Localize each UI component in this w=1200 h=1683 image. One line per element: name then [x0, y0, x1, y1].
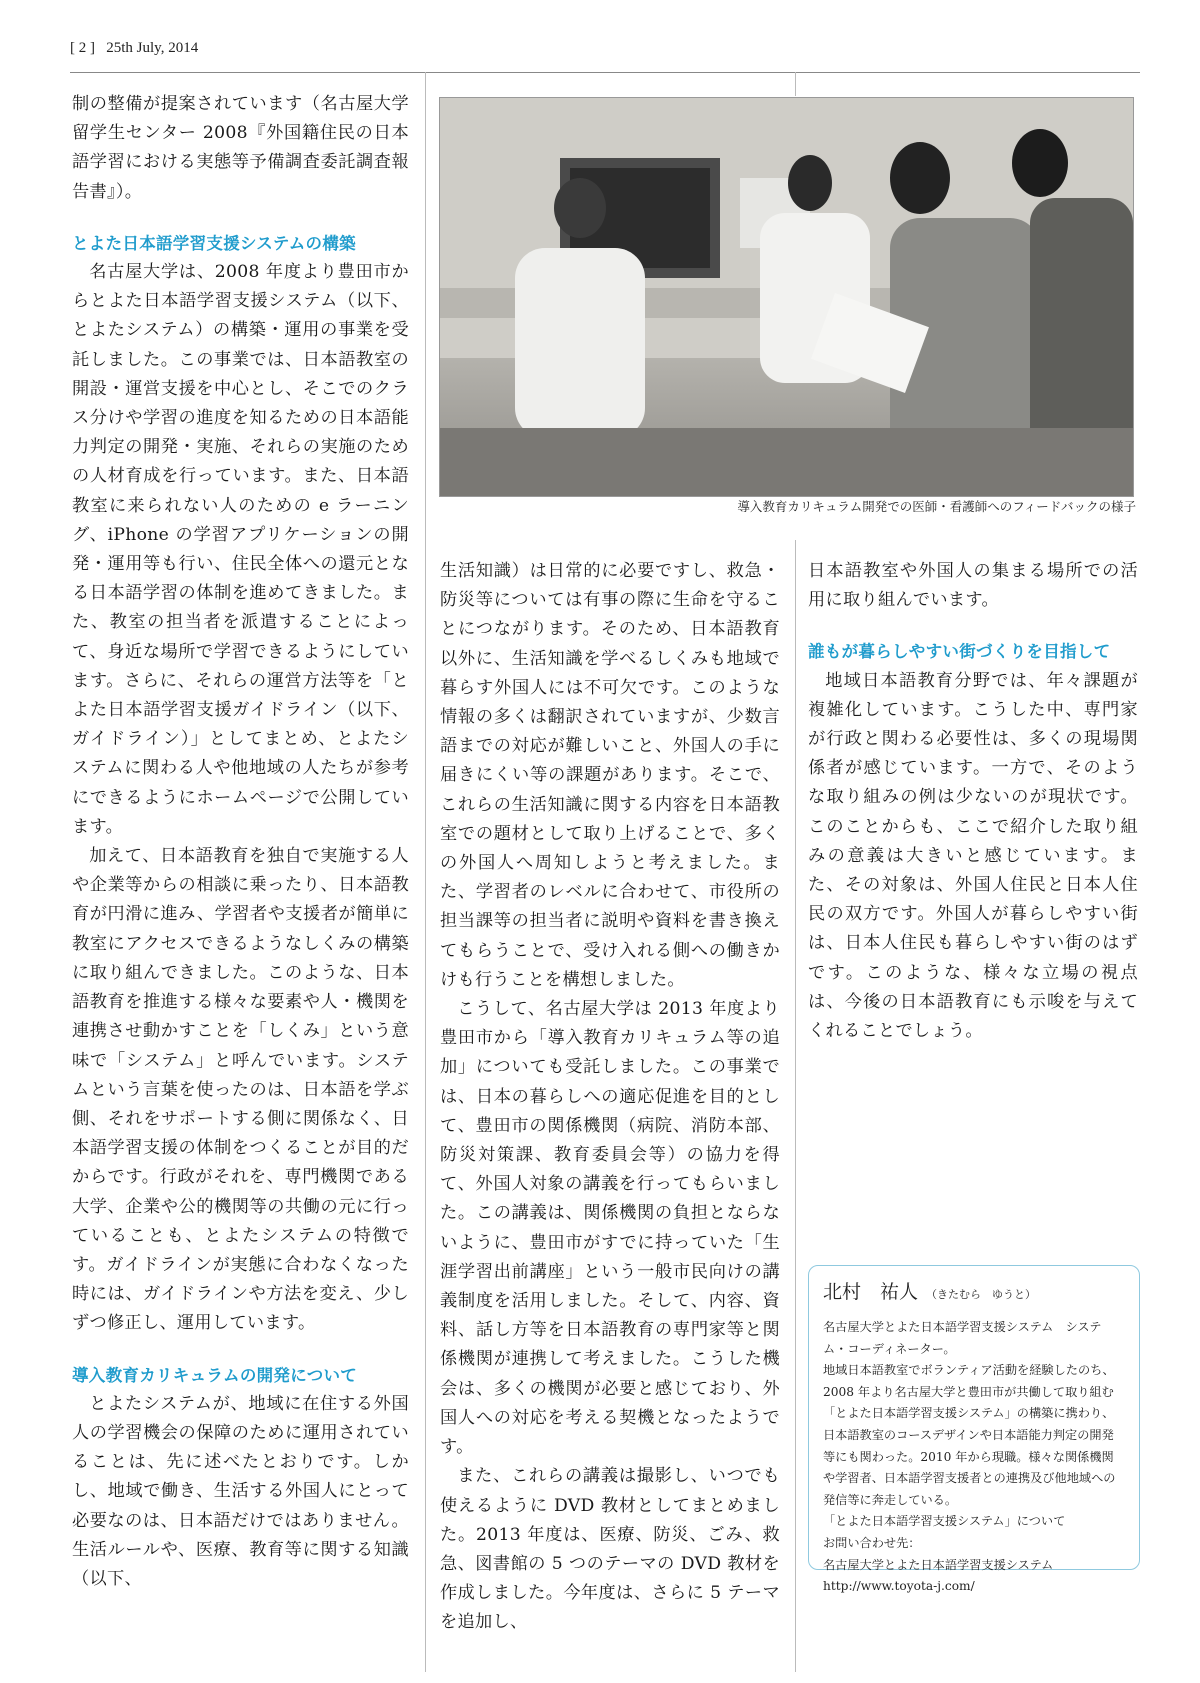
profile-line: 地域日本語教室でボランティア活動を経験したのち、2008 年より名古屋大学と豊田市が共働して取り組む「とよた日本語学習支援システム」の構築に携わり、日本語教室のコースデザインや日本語能力判定の開発等にも関わった。2010 年から現職。様々な関係機関や学習者、日本語学習支援者との連携及び他地域への発信等に奔走している。: [823, 1363, 1116, 1507]
photo-caption: 導入教育カリキュラム開発での医師・看護師へのフィードバックの様子: [737, 499, 1136, 514]
profile-line: お問い合わせ先：: [823, 1535, 921, 1550]
profile-url[interactable]: http://www.toyota-j.com/: [823, 1579, 975, 1594]
profile-line: 名古屋大学とよた日本語学習支援システム システム・コーディネーター。: [823, 1320, 1102, 1356]
paragraph: とよたシステムが、地域に在住する外国人の学習機会の保障のために運用されていることは、先に述べたとおりです。しかし、地域で働き、生活する外国人にとって必要なのは、日本語だけではありません。生活ルールや、医療、教育等に関する知識（以下、: [72, 1393, 409, 1589]
profile-line: 名古屋大学とよた日本語学習支援システム: [823, 1557, 1054, 1572]
paragraph: 地域日本語教育分野では、年々課題が複雑化しています。こうした中、専門家が行政と関わる必要性は、多くの現場関係者が感じています。一方で、そのような取り組みの例は少ないのが現状です。このことからも、ここで紹介した取り組みの意義は大きいと感じています。また、その対象は、外国人住民と日本人住民の双方です。外国人が暮らしやすい街は、日本人住民も暮らしやすい街のはずです。このような、様々な立場の視点は、今後の日本語教育にも示唆を与えてくれることでしょう。: [808, 670, 1138, 1042]
intro-paragraph: 制の整備が提案されています（名古屋大学留学生センター 2008『外国籍住民の日本語学習における実態等予備調査委託調査報告書』）。: [72, 94, 409, 202]
heading-curriculum: 導入教育カリキュラムの開発について: [72, 1365, 358, 1385]
page-header: [70, 40, 1130, 68]
page-number: [ 2 ]: [70, 40, 95, 56]
column-3: [808, 557, 1138, 1046]
column-2: [440, 557, 780, 1638]
column-divider-2-top: [795, 72, 796, 96]
column-divider-2: [795, 540, 796, 1672]
column-1: [72, 90, 409, 1594]
feedback-photo: [439, 97, 1134, 497]
issue-date: 25th July, 2014: [106, 40, 199, 56]
paragraph: 生活知識）は日常的に必要ですし、救急・防災等については有事の際に生命を守ることにつながります。そのため、日本語教育以外に、生活知識を学べるしくみも地域で暮らす外国人には不可欠です。このような情報の多くは翻訳されていますが、少数言語までの対応が難しいこと、外国人の手に届きにくい等の課題があります。そこで、これらの生活知識に関する内容を日本語教室での題材として取り上げることで、多くの外国人へ周知しようと考えました。また、学習者のレベルに合わせて、市役所の担当課等の担当者に説明や資料を書き換えてもらうことで、受け入れる側への働きかけも行うことを構想しました。: [440, 561, 780, 990]
paragraph: また、これらの講義は撮影し、いつでも使えるように DVD 教材としてまとめました。2013 年度は、医療、防災、ごみ、救急、図書館の 5 つのテーマの DVD 教材を作成しました。今年度は、さらに 5 テーマを追加し、: [440, 1466, 780, 1633]
paragraph: 名古屋大学は、2008 年度より豊田市からとよた日本語学習支援システム（以下、とよたシステム）の構築・運用の事業を受託しました。この事業では、日本語教室の開設・運営支援を中心とし、そこでのクラス分けや学習の進度を知るための日本語能力判定の開発・実施、それらの実施のための人材育成を行っています。また、日本語教室に来られない人のための e ラーニング、iPhone の学習アプリケーションの開発・運用等も行い、住民全体への還元となる日本語学習の体制を進めてきました。また、教室の担当者を派遣することによって、身近な場所で学習できるようにしています。さらに、それらの運営方法等を「とよた日本語学習支援ガイドライン（以下、ガイドライン）」としてまとめ、とよたシステムに関わる人や他地域の人たちが参考にできるようにホームページで公開しています。: [72, 262, 409, 837]
photo-icon: [440, 98, 1133, 496]
heading-toyota-system: とよた日本語学習支援システムの構築: [72, 233, 356, 253]
author-name: 北村 祐人: [823, 1281, 919, 1303]
heading-town-building: 誰もが暮らしやすい街づくりを目指して: [808, 642, 1111, 662]
author-name-line: [823, 1278, 1125, 1309]
paragraph: こうして、名古屋大学は 2013 年度より豊田市から「導入教育カリキュラム等の追加」についても受託しました。この事業では、日本の暮らしへの適応促進を目的として、豊田市の関係機関（病院、消防本部、防災対策課、教育委員会等）の協力を得て、外国人対象の講義を行ってもらいました。この講義は、関係機関の負担とならないように、豊田市がすでに持っていた「生涯学習出前講座」という一般市民向けの講義制度を活用しました。そして、内容、資料、話し方等を日本語教育の専門家等と関係機関が連携して考えました。こうした機会は、多くの機関が必要と感じており、外国人への対応を考える契機となったようです。: [440, 999, 780, 1458]
profile-line: 「とよた日本語学習支援システム」について: [823, 1514, 1066, 1529]
author-reading: （きたむら ゆうと）: [926, 1288, 1037, 1301]
paragraph: 日本語教室や外国人の集まる場所での活用に取り組んでいます。: [808, 561, 1138, 611]
header-divider: [70, 72, 1140, 73]
author-profile-box: [808, 1265, 1140, 1594]
paragraph: 加えて、日本語教育を独自で実施する人や企業等からの相談に乗ったり、日本語教育が円滑に進み、学習者や支援者が簡単に教室にアクセスできるようなしくみの構築に取り組んできました。このような、日本語教育を推進する様々な要素や人・機関を連携させ動かすことを「しくみ」という意味で「システム」と呼んでいます。システムという言葉を使ったのは、日本語を学ぶ側、それをサポートする側に関係なく、日本語学習支援の体制をつくることが目的だからです。行政がそれを、専門機関である大学、企業や公的機関等の共働の元に行っていることも、とよたシステムの特徴です。ガイドラインが実態に合わなくなった時には、ガイドラインや方法を変え、少しずつ修正し、運用しています。: [72, 846, 409, 1334]
column-divider-1: [425, 72, 426, 1672]
